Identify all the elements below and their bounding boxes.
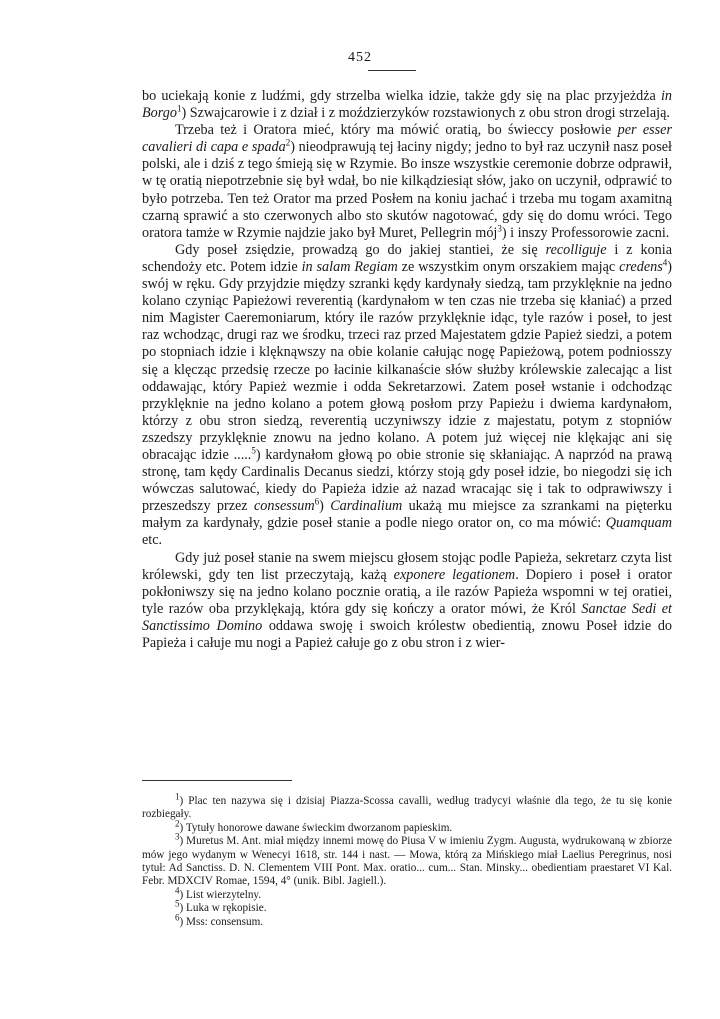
footnote-6: $^6$) Mss: consensum. — [175, 911, 264, 928]
paragraph-1: bo uciekają konie z ludźmi, gdy strzelba wielka idzie, także gdy się na plac przyjeżdża in Borgo$^1$) Szwajcarowie i z dział i z moździerzyków rozstawionych z obu stron drogi strzelają. — [142, 88, 672, 122]
paragraph-2: Trzeba też i Oratora mieć, który ma mówić oratią, bo świeccy posłowie per esser cavalieri di capa e spada$^2$) nieodprawują tej łaciny nigdy; jedno to był raz uczynił nasz poseł polski, ale i dziś z tego śmieją się w Rzymie. Bo insze wszystkie ceremonie dobrze odprawił, w tę oratią niepotrzebnie się był wdał, bo nie kilkądziesiąt słów, jako on uczynił, odprawić to było potrzeba. Ten też Orator ma przed Posłem na koniu jachać i trzeba mu togam axamitną czarną sprawić a sto czerwonych albo sto skutów nagotować, gdy się do domu wróci. Tego oratora tamże w Rzymie najdzie jako był Muret, Pellegrin mój$^3$) i inszy Professorowie zacni. — [142, 122, 672, 241]
footnotes — [142, 791, 672, 929]
footnote-2: $^2$) Tytuły honorowe dawane świeckim dworzanom papieskim. — [175, 818, 453, 834]
paragraph-4: Gdy już poseł stanie na swem miejscu głosem stojąc podle Papieża, sekretarz czyta list królewski, gdy ten list przeczytają, każą exponere legationem. Dopiero i poseł i orator pokłoniwszy się na jedno kolano pocznie oratią, a ile razów Papieża wspomni w tej oratiei, tyle razów oba przyklękają, która gdy się kończy a orator mówi, że Król Sanctae Sedi et Sanctissimo Domino oddawa swoję i swoich królestw obedientią, znowu Poseł idzie do Papieża i całuje mu nogi a Papież całuje go z obu stron i z wier- — [142, 549, 673, 651]
page-number-underline — [368, 70, 416, 71]
paragraph-3: Gdy poseł zsiędzie, prowadzą go do jakiej stantiei, że się recolliguje i z konia schendoży etc. Potem idzie in salam Regiam ze wszystkim onym orszakiem mając credens$^4$) swój w ręku. Gdy przyjdzie między szranki kędy kardynały siedzą, tam przyklęknie na jedno kolano czyniąc Papieżowi reverentią (kardynałom w ten czas nie trzeba się kłaniać) a przed nim Magister Caeremoniarum, który ile razów przyklęknie idąc, tyle razów i poseł, to jest raz wchodząc, drugi raz we środku, trzeci raz przed Majestatem gdzie Papież siedzi, a potem po stopniach idzie i klęknąwszy na obie kolanie całując nogę Papieżową, potem podniosszy się a klęcząc przedsię rzecze po łacinie kilkanaście słów służby królewskie zalecając a list oddawając, który Papież wezmie i odda Sekretarzowi. Zatem poseł wstanie i odchodząc przyklęknie na jedno kolano a potem głową posłom przy Papieżu i dwiema kardynałom, którzy z obu stron siedzą, reverentią uczyniwszy idzie z majestatu, potym z stopniów zszedszy przyklęknie znowu na jedno kolano. A potem już więcej nie klękając ani się obracając idzie .....$^5$) kardynałom głową po obie stronie się skłaniając. A naprzód na prawą stronę, tam kędy Cardinalis Decanus siedzi, którzy stoją gdy poseł idzie, bo niegodzi się ich wówczas salutować, kiedy do Papieża idzie aż nazad wracając się i tak to odprawiwszy i przeszedszy przez consessum$^6$) Cardinalium ukażą mu miejsce za szrankami na pięterku małym za kardynały, gdzie poseł stanie a podle niego orator on, co ma mówić: Quamquam etc. — [142, 241, 672, 549]
footnote-separator — [142, 780, 292, 781]
main-text — [142, 88, 672, 652]
footnote-4: $^4$) List wierzytelny. — [175, 885, 262, 901]
footnote-5: $^5$) Luka w rękopisie. — [175, 898, 267, 915]
footnote-1: $^1$) Plac ten nazywa się i dzisiaj Piazza-Scossa cavalli, według tradycyi właśnie dla tego, że tu się konie rozbiegały. — [142, 791, 672, 821]
page-number: 452 — [348, 50, 372, 65]
footnote-3: $^3$) Muretus M. Ant. miał między innemi mowę do Piusa V w imieniu Zygm. Augusta, wydrukowaną w zbiorze mów jego wydanym w Wenecyi 1618, str. 144 i nast. — Mowa, którą za Mińskiego miał Laelius Peregrinus, nosi tytuł: Ad Sanctiss. D. N. Clementem VIII Pont. Max. oratio... cum... Stan. Minsky... obedientiam praestaret VI Kal. Febr. MDXCIV Romae, 1594, 4° (unik. Bibl. Jagiell.). — [142, 831, 672, 888]
